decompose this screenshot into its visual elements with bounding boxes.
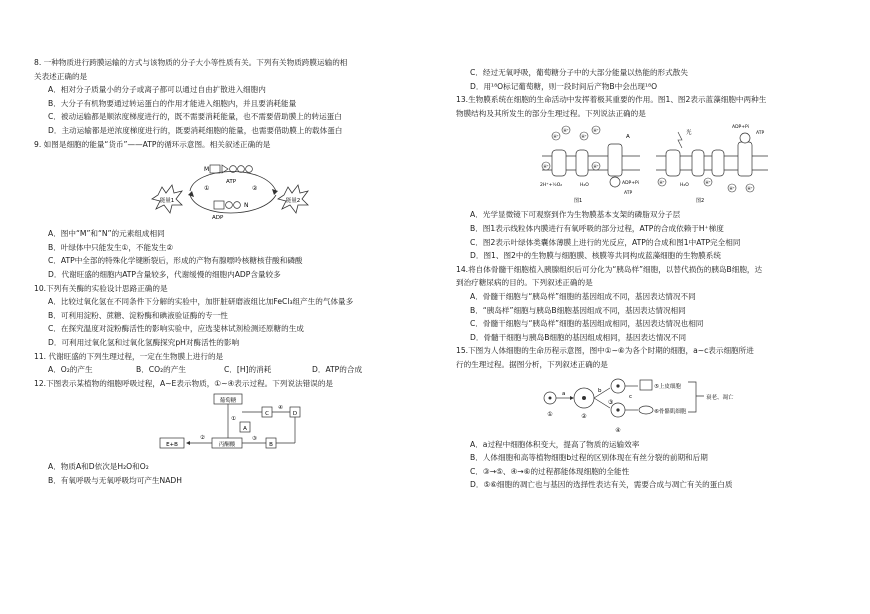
question-8 [34,56,440,138]
arrow-head [186,441,190,445]
question-14-option-a: A．骨髓干细胞与“胰岛样”细胞的基因组成不同，基因表达情况不同 [470,291,696,301]
question-12-option-d: D．用¹⁸O标记葡萄糖，则一段时间后产物B中会出现¹⁸O [470,81,658,91]
atp-cycle-diagram [144,153,314,225]
fig2-synthase-head [740,133,750,143]
cell-lifecycle-figure [536,374,856,436]
membrane-diagram [536,122,776,206]
h-ion-label: H⁺ [563,128,569,134]
membrane-figure [536,122,856,206]
cell-1-nucleus [549,396,552,399]
question-11-option-d: D．ATP的合成 [312,365,363,375]
fig1-synthase-head [610,177,620,187]
h-ion-label: H⁺ [659,180,665,186]
fig2-atp-synthase [738,142,752,176]
question-10-option-b: B．可利用淀粉、蔗糖、淀粉酶和碘液验证酶的专一性 [48,310,228,320]
fig1-protein-1 [552,150,566,176]
reaction-1-label: ① [204,185,210,193]
question-13 [456,93,856,263]
question-12 [34,377,440,488]
question-8-stem: 8. 一种物质进行跨膜运输的方式与该物质的分子大小等性质有关。下列有关物质跨膜运输的相 [34,58,348,67]
question-14-option-b: B．“胰岛样”细胞与胰岛B细胞基因组成不同，基因表达情况相同 [470,305,686,315]
question-12-stem: 12.下图表示某植物的细胞呼吸过程，A~E表示物质，①~④表示过程。下列说法错误的是 [34,378,333,388]
c-label: C [265,411,269,418]
process-b-label: b [598,387,602,394]
eb-label: E+B [166,442,178,449]
bracket [688,382,704,412]
question-13-option-b: B．图1表示线粒体内膜进行有氧呼吸的部分过程，ATP的合成依赖于H⁺梯度 [470,223,724,233]
h-ion-label: H⁺ [747,186,753,192]
cell-lifecycle-diagram [536,374,766,436]
question-11 [34,350,440,377]
question-15 [456,344,856,492]
fig2-atp-label: ATP [756,131,765,137]
cycle-lower-arc [190,195,276,213]
a-label: A [243,426,247,433]
question-9 [34,138,440,282]
question-10-option-d: D．可利用过氧化氢和过氧化氢酶探究pH对酶活性的影响 [48,337,240,347]
question-12-continued [456,66,856,93]
n-label: N [244,202,249,210]
b-arrow-up [594,388,610,398]
question-15-stem: 15.下图为人体细胞的生命历程示意图，图中①~⑥为各个时期的细胞，a~c表示细胞所进 [456,346,754,356]
question-13-option-c: C．图2表示叶绿体类囊体薄膜上进行的光反应，ATP的合成和图1中ATP完全相同 [470,237,741,247]
light-label: 光 [686,130,692,137]
glucose-label: 葡萄糖 [219,398,237,405]
process-1-label: ① [231,416,236,423]
phosphate-3 [246,166,253,173]
energy1-label: 能量1 [159,198,175,205]
question-9-option-a: A．图中“M”和“N”的元素组成相同 [48,229,165,239]
right-column [456,66,856,492]
question-13-stem-cont: 物膜结构及其所发生的部分生理过程。下列说法正确的是 [456,108,646,118]
cell-3-label: ③ [608,398,614,406]
atp-cycle-figure [144,153,440,225]
question-8-option-a: A．相对分子质量小的分子或离子都可以通过自由扩散进入细胞内 [48,85,266,95]
fate-label: 衰老、凋亡 [706,394,734,401]
light-arrow [678,132,682,148]
question-11-option-b: B．CO₂的产生 [136,365,186,375]
question-10-option-a: A．比较过氧化氢在不同条件下分解的实验中，加肝脏研磨液组比加FeCl₃组产生的气体量多 [48,297,354,307]
question-14-stem: 14.将自体骨髓干细胞植入胰腺组织后可分化为“胰岛样”细胞，以替代损伤的胰岛B细胞，达 [456,264,763,274]
adp-phosphate-1 [226,202,233,209]
cell-6-label: ⑥骨骼肌细胞 [654,408,687,415]
question-15-option-a: A．a过程中细胞体积变大，提高了物质的运输效率 [470,439,640,449]
pyruvate-label: 丙酮酸 [218,442,236,449]
cell-5-label: ⑤上皮细胞 [654,383,681,390]
h-ion-label: H⁺ [581,134,587,140]
d-label: D [292,411,298,418]
question-12-option-c: C．经过无氧呼吸，葡萄糖分子中的大部分能量以热能的形式散失 [470,68,688,77]
question-8-option-b: B．大分子有机物要通过转运蛋白的作用才能进入细胞内，并且要消耗能量 [48,98,297,108]
fig1-water-label: H₂O [580,183,589,189]
adp-phosphate-2 [234,202,241,209]
reaction-2-label: ② [252,185,258,193]
question-8-stem-cont: 关表述正确的是 [34,71,88,81]
question-12-option-b: B．有氧呼吸与无氧呼吸均可产生NADH [48,475,182,485]
question-9-option-c: C．ATP中全部的特殊化学键断裂后，形成的产物有腺嘌呤核糖核苷酸和磷酸 [48,256,303,266]
energy2-label: 能量2 [285,198,301,205]
cell-2-label: ② [581,412,587,420]
question-15-option-b: B．人体细胞和高等植物细胞b过程的区别体现在有丝分裂的前期和后期 [470,453,708,463]
muscle-cell-shape [639,406,653,414]
fig1-adp-pi-label: ADP+Pi [622,181,639,187]
question-15-option-c: C．③→⑤、④→⑥的过程都能体现细胞的全能性 [470,466,630,476]
fig1-protein-2 [576,150,588,176]
question-14-option-d: D．骨髓干细胞与胰岛B细胞的基因组成相同，基因表达情况不同 [470,332,687,342]
cell-1-label: ① [547,410,553,418]
fig2-photosystem-1 [712,150,724,176]
fig1-oxygen-equation: 2H⁺+½O₂ [540,183,563,189]
process-a-label: a [562,390,566,397]
process-4-label: ④ [278,405,283,412]
atp-label: ATP [226,179,237,186]
figure-2-caption: 图2 [696,198,705,205]
epithelial-cell-shape [640,380,652,390]
fig2-adp-pi-label: ADP+Pi [732,125,749,131]
h-ion-label: H⁺ [593,164,599,170]
question-13-option-a: A．光学显微镜下可观察到作为生物膜基本支架的磷脂双分子层 [470,210,681,220]
h-ion-label: H⁺ [729,186,735,192]
h-ion-label: H⁺ [553,134,559,140]
cell-2-nucleus [582,396,586,400]
question-9-stem: 9. 如图是细胞的能量“货币”——ATP的循环示意图。相关叙述正确的是 [34,139,271,149]
fig2-water-label: H₂O [680,183,689,189]
arrow-head [272,189,278,195]
fig1-atp-label: ATP [624,191,633,197]
question-11-option-c: C．[H]的消耗 [224,365,272,375]
h-ion-label: H⁺ [705,180,711,186]
m-label: M [204,166,210,174]
cell-3-nucleus [616,384,619,387]
arrow-head [188,191,194,197]
question-8-option-d: D．主动运输都是逆浓度梯度进行的，既要消耗细胞的能量，也需要借助膜上的载体蛋白 [48,125,343,135]
question-11-options [34,363,440,377]
cell-4-label: ④ [615,426,621,434]
question-9-option-d: D．代谢旺盛的细胞内ATP含量较多，代谢缓慢的细胞内ADP含量较多 [48,269,281,279]
question-14-stem-cont: 到治疗糖尿病的目的。下列叙述正确的是 [456,278,593,288]
question-9-option-b: B．叶绿体中只能发生①，不能发生② [48,242,174,252]
h-ion-label: H⁺ [593,128,599,134]
question-14-option-c: C．骨髓干细胞与“胰岛样”细胞的基因组成相同，基因表达情况也相同 [470,319,704,329]
question-11-stem: 11. 代谢旺盛的下列生理过程，一定在生物膜上进行的是 [34,351,224,361]
h-ion-label: H⁺ [543,164,549,170]
cell-4-nucleus [616,408,619,411]
question-15-option-d: D．⑤⑥细胞的凋亡也与基因的选择性表达有关，需要合成与凋亡有关的蛋白质 [470,480,733,490]
question-8-option-c: C．被动运输都是顺浓度梯度进行的，既不需要消耗能量，也不需要借助膜上的转运蛋白 [48,112,342,122]
phosphate-2 [238,166,245,173]
question-11-option-a: A．O₂的产生 [48,365,93,375]
respiration-figure [154,392,440,458]
question-10-stem: 10.下列有关酶的实验设计思路正确的是 [34,283,168,293]
fig2-cytochrome [692,150,704,176]
question-15-stem-cont: 行的生理过程。据图分析，下列叙述正确的是 [456,359,608,369]
figure-1-caption: 图1 [574,198,583,205]
process-2-label: ② [200,435,205,442]
process-3-label: ③ [252,436,257,443]
process-c-label: c [629,393,633,400]
arrow-head [570,396,574,400]
fig2-photosystem-2 [666,150,680,176]
question-14 [456,263,856,345]
adp-label: ADP [212,215,224,222]
b-label: B [269,442,273,449]
question-13-option-d: D．图1、图2中的生物膜与细胞膜、核膜等共同构成蓝藻细胞的生物膜系统 [470,251,721,261]
fig1-atp-synthase [608,144,622,176]
fig1-a-label: A [626,134,630,141]
respiration-diagram [154,392,324,458]
adenine-shape [210,165,220,173]
question-12-option-a: A．物质A和D依次是H₂O和O₂ [48,462,149,472]
left-column [34,56,440,487]
adp-adenine-shape [214,201,224,209]
question-10-option-c: C．在探究温度对淀粉酶活性的影响实验中，应选斐林试剂检测还原糖的生成 [48,324,304,334]
question-13-stem: 13.生物膜系统在细胞的生命活动中发挥着极其重要的作用。图1、图2表示蓝藻细胞中两种生 [456,95,767,105]
question-10 [34,282,440,350]
